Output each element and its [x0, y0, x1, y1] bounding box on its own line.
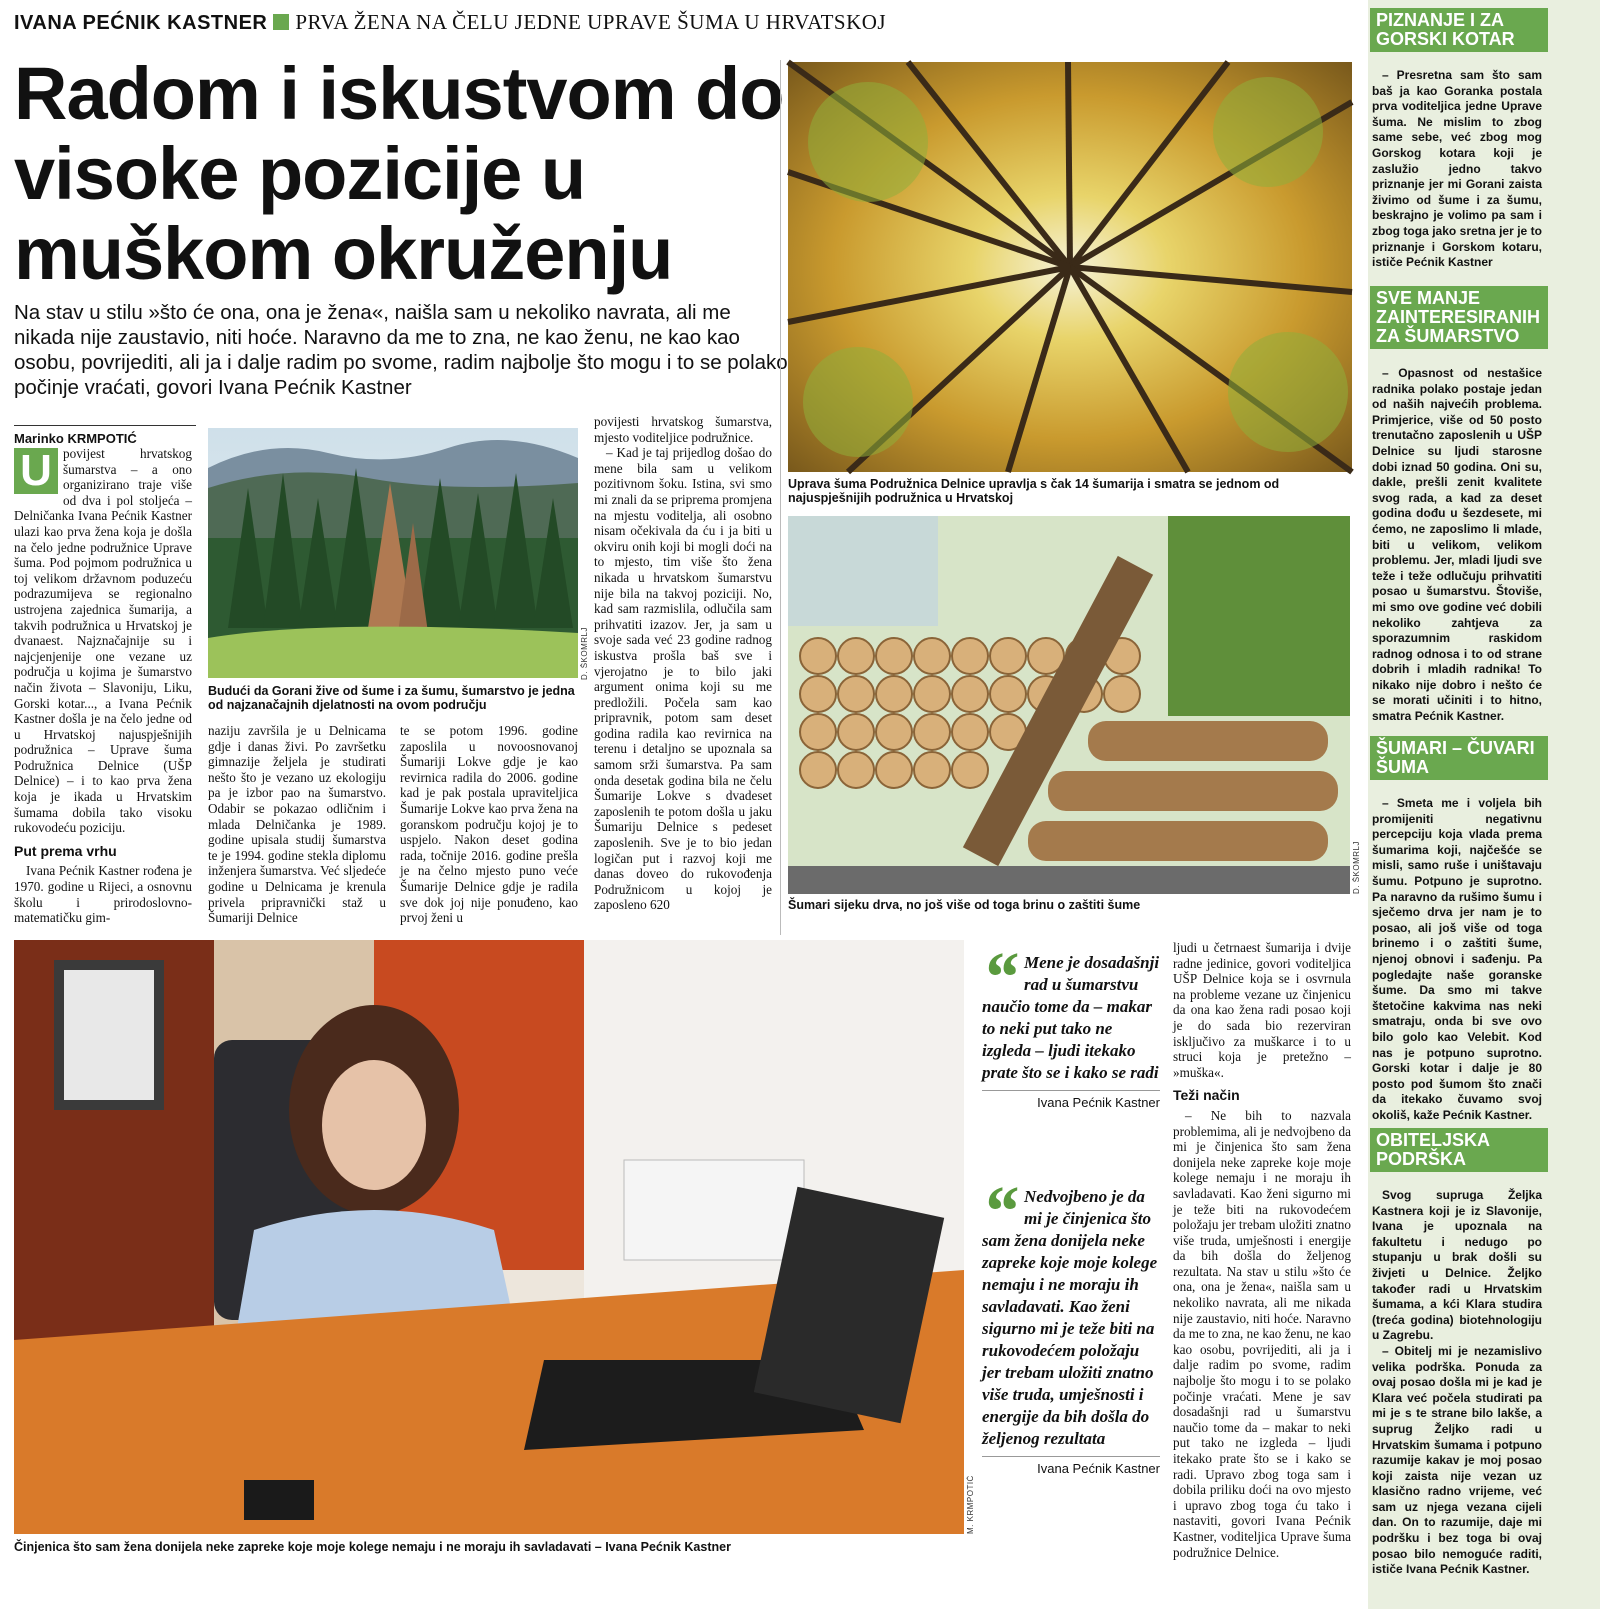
- drop-cap: U: [14, 448, 58, 494]
- mountain-photo-credit: D. ŠKOMRLJ: [580, 626, 589, 680]
- column-1-text: povijest hrvatskog šumarstva – a ono organizirano traje više od dva i pol stoljeća – Delničanka Ivana Pećnik Kastner ulazi kao prva žena koja je došla na čelo jedne podružnice Uprave šuma. Pod pojmom podružnica u toj velikom državnom poduzeću podrazumijeva se regionalno ustrojena zajednica šumarija, a takvih podružnica u Hrvatskoj je dvanaest. Najznačajnije su i najcjenjenije one vezane uz područja u kojima je šumarstvo način života – Slavoniju, Liku, Gorski kotar..., a Ivana Pećnik Kastner došla je na čelo jedne od u Hrvatskoj najuspješnijih podružnica – Uprave šuma Podružnica Delnice (UŠP Delnice) – i to kao prva žena koja je ikada u Hrvatskim šumama dobila tako visoku rukovodeću poziciju.: [14, 446, 192, 836]
- sidebar-box-1-title: PIZNANJE I ZA GORSKI KOTAR: [1370, 8, 1548, 52]
- sidebar-box-3-title: ŠUMARI – ČUVARI ŠUMA: [1370, 736, 1548, 780]
- timber-logs-illustration: [788, 516, 1350, 894]
- forest-canopy-illustration: [788, 62, 1352, 472]
- mountain-forest-illustration: [208, 428, 578, 678]
- lead-paragraph: Na stav u stilu »što će ona, ona je žena«, naišla sam u nekoliko navrata, ali me nikada nije zaustavio, niti hoće. Naravno da me to zna, ne kao ženu, ne kao kao osobu, povrijediti, ali ja i dalje radim po svome, radim najbolje što mogu i to se polako počinje vraćati, govori Ivana Pećnik Kastner: [14, 301, 788, 399]
- office-photo-credit: M. KRMPOTIĆ: [966, 1475, 975, 1534]
- pull-quote-2: [982, 1171, 1160, 1476]
- column-4-text-2: – Kad je taj prijedlog došao do mene bila sam u velikom pozitivnom šoku. Istina, svi smo mi znali da se priprema promjena na mjestu voditelja, ali osobno nisam očekivala da ću i ja biti u okviru onih koji bi mogli doći na to mjesto, tim više što žena nikada u hrvatskom šumarstvu nije bila na takvoj poziciji. No, kad sam razmislila, odlučila sam prihvatiti izazov. Jer, ja sam u svoje sada već 23 godine radnog iskustva prošla baš sve i vjerojatno je to bilo jaki argument onima koji su me predložili. Počela sam kao pripravnik, potom sam deset godina radila kao revirnica na terenu i detaljno se upoznala sa samom srži šumarstva. Pa sam onda desetak godina bila ne čelu Šumarije Lokve s dvadeset zaposlenih te potom došla u jaku Šumariju Delnice s pedeset zaposlenih. Sve je to bio jedan logičan put i razvoj koji me danas doveo do rukovođenja Podružnicom u kojoj je zaposleno 620: [594, 445, 772, 913]
- sidebar-box-4-body: [1372, 1188, 1542, 1603]
- pull-quote-2-text: Nedvojbeno je da mi je činjenica što sam žena donijela neke zapreke koje moje kolege nemaju i ne moraju ih savladavati. Kao ženi sigurno mi je teže biti na rukovodećem položaju jer trebam uložiti znatno više truda, umješnosti i energije da bih došla do željenog rezultata: [982, 1187, 1158, 1448]
- column-1-text-2: Ivana Pećnik Kastner rođena je 1970. godine u Rijeci, a osnovnu školu i prirodoslovno-matematičku gim-: [14, 863, 192, 926]
- sidebar-box-1-text: – Presretna sam što sam baš ja kao Goranka postala prva voditeljica jedne Uprave šuma. Ne mislim to zbog same sebe, već zbog mog Gorskog kotara koji je zaslužio jedno takvo priznanje jer mi Gorani zaista živimo od šume i za šumu, beskrajno je volimo pa sam i zbog toga jako sretna jer je to priznanje i Gorskom kotaru, ističe Pećnik Kastner: [1372, 68, 1542, 270]
- article-column-3-bottom: [400, 723, 578, 933]
- kicker-subtitle: PRVA ŽENA NA ČELU JEDNE UPRAVE ŠUMA U HRVATSKOJ: [295, 10, 887, 34]
- subhead-tezi-nacin: Teži način: [1173, 1087, 1240, 1104]
- article-column-4: [594, 414, 772, 934]
- mountain-forest-photo: [208, 428, 578, 678]
- pull-quote-2-author: Ivana Pećnik Kastner: [982, 1456, 1160, 1476]
- column-4-text: povijesti hrvatskog šumarstva, mjesto voditeljice podružnice.: [594, 414, 772, 445]
- timber-logs-photo: [788, 516, 1350, 894]
- office-portrait-illustration: [14, 940, 964, 1534]
- forest-canopy-photo: [788, 62, 1352, 472]
- sidebar-box-4-text: Svog supruga Željka Kastnera koji je iz Slavonije, Ivana je upoznala na fakultetu i nedugo po stupanju u brak došli su živjeti u Delnice. Željko također radi u Hrvatskim šumama, a kći Klara studira (treća godina) biotehnologiju u Zagrebu.: [1372, 1188, 1542, 1343]
- office-photo-caption: Činjenica što sam žena donijela neke zapreke koje moje kolege nemaju i ne moraju ih savladavati – Ivana Pećnik Kastner: [14, 1540, 731, 1554]
- sidebar-box-2-text: – Opasnost od nestašice radnika polako postaje jedan od naših najvećih problema. Primjerice, više od 50 posto trenutačno zaposlenih u UŠP Delnice su ljudi starosne dobi iznad 50 godina. Oni su, dakle, prešli zenit kvalitete svog rada, a kad za deset godina dođu u šezdesete, mi ćemo, ne zaposlimo li mlade, biti u velikom, velikom problemu. Jer, mladi ljudi sve teže i teže odlučuju prihvatiti posao u šumarstvu. Štoviše, mi smo ove godine već dobili nekoliko zahtjeva za sporazumnim raskidom radnog odnosa i to od strane dobrih i mladih radnika! To nikako nije dobro i nešto će se morati učiniti i to hitno, smatra Pećnik Kastner.: [1372, 366, 1542, 724]
- column-5-text-2: – Ne bih to nazvala problemima, ali je nedvojbeno da mi je činjenica što sam žena donijela neke zapreke koje moje kolege nemaju i ne moraju ih savladavati. Kao ženi sigurno mi je teže biti na rukovodećem položaju jer trebam uložiti znatno više truda, umješnosti i energije da bih došla do željenog rezultata. Na stav u stilu »što će ona, ona je žena«, naišla sam u nekoliko navrata, ali me nikada nije zaustavio, niti hoće. Naravno da me to zna, ne kao ženu, ne kao kao osobu, povrijediti, ali ja i dalje radim po svome, radim najbolje što mogu i to se polako počinje vraćati. Mene je sav dosadašnji rad u šumarstvu naučio tome da – makar to neki put tako ne izgleda – ljudi itekako prate što se i kako se radi. Upravo zbog toga sam i dobila priliku doći na ovo mjesto i upravo zbog toga ću tako i nastaviti, govori Ivana Pećnik Kastner, voditeljica Uprave šuma podružnice Delnice.: [1173, 1107, 1351, 1560]
- pull-quote-1: [982, 937, 1160, 1110]
- canopy-photo-caption: Uprava šuma Podružnica Delnice upravlja s čak 14 šumarija i smatra se jednom od najuspješnijih podružnica u Hrvatskoj: [788, 477, 1280, 505]
- mountain-photo-caption: Budući da Gorani žive od šume i za šumu, šumarstvo je jedna od najzanačajnih djelatnosti na ovom području: [208, 684, 575, 712]
- subhead-put-prema-vrhu: Put prema vrhu: [14, 842, 117, 859]
- column-2-text: naziju završila je u Delnicama gdje i danas živi. Po završetku gimnazije željela je studirati nešto što je vezano uz ekologiju pa je izbor pao na šumarstvo. Odabir se pokazao odličnim i mlada Delničanka je 1989. godine upisala studij šumarstva te je 1994. godine stekla diplomu inženjera šumarstva. Već sljedeće godine u Delnicama je krenula privela pripravnički staž u Šumariji Delnice: [208, 723, 386, 926]
- pull-quote-1-text: Mene je dosadašnji rad u šumarstvu naučio tome da – makar to neki put tako ne izgleda – ljudi itekako prate što se i kako se radi: [982, 953, 1160, 1082]
- article-column-2: [208, 723, 386, 933]
- sidebar-box-3-text: – Smeta me i voljela bih promijeniti negativnu percepciju koja vlada prema šumarima koji, najčešće se misli, samo ruše i uništavaju šumu. Potpuno je suprotno. Pa naravno da rušimo šumu i sječemo drva jer nam je to posao, ali još više od toga brinemo i o zaštiti šume, njenoj obnovi i sađenju. Pa pogledajte naše goranske šume. Da smo mi takve štetočine kakvima nas neki smatraju, onda bi sve ovo bilo golo kao Velebit. Kod nas je potpuno suprotno. Gorski kotar i dalje je 80 posto pod šumom što znači da itekako čuvamo svoj okoliš, kaže Pećnik Kastner.: [1372, 796, 1542, 1122]
- sidebar-box-4-text-2: – Obitelj mi je nezamislivo velika podrška. Ponuda za ovaj posao došla mi je kad je Klara već počela studirati pa mi je s te strane bilo lakše, a suprug Željko radi u Hrvatskim šumama i potpuno razumije kakav je moj posao koji zaista nije vezan uz klasično radno vrijeme, već sam uz njega vezana cijeli dan. On to razumije, daje mi podršku i bez toga bi ovaj posao bilo nemoguće raditi, ističe Ivana Pećnik Kastner.: [1372, 1343, 1542, 1577]
- quote-mark-icon: “: [982, 937, 1018, 1017]
- article-column-1: [14, 446, 192, 936]
- office-portrait-photo: [14, 940, 964, 1534]
- kicker: [14, 10, 1014, 40]
- sidebar-box-2-title: SVE MANJE ZAINTERESIRANIH ZA ŠUMARSTVO: [1370, 286, 1548, 349]
- logs-photo-credit: D. ŠKOMRLJ: [1352, 840, 1361, 894]
- column-5-text: ljudi u četrnaest šumarija i dvije radne jedinice, govori voditeljica UŠP Delnice koja se i osvrnula na probleme vezane uz činjenicu da ona kao žena radi posao koji je do sada bio rezerviran isključivo za muškarce i to u struci koja je pretežno – »muška«.: [1173, 940, 1351, 1080]
- pull-quote-1-author: Ivana Pećnik Kastner: [982, 1090, 1160, 1110]
- kicker-name: IVANA PEĆNIK KASTNER: [14, 12, 268, 34]
- byline-rule: [14, 425, 196, 426]
- column-3-bottom-text: te se potom 1996. godine zaposlila u novoosnovanoj Šumariji Lokve gdje je kao revirnica radila do 2006. godine kad je pak postala upraviteljica Šumarije Lokve kao prva žena na goranskom području kojoj je to uspjelo. Nakon deset godina rada, točnije 2016. godine prešla je na čelno mjesto puno veće Šumarije Delnice gdje je radila sve dok joj nije ponuđeno, kao prvoj ženi u: [400, 723, 578, 926]
- sidebar-box-4-title: OBITELJSKA PODRŠKA: [1370, 1128, 1548, 1172]
- logs-photo-caption: Šumari sijeku drva, no još više od toga brinu o zaštiti šume: [788, 898, 1141, 912]
- column-divider: [780, 60, 781, 935]
- headline: Radom i iskustvom do visoke pozicije u muškom okruženju: [14, 52, 784, 295]
- kicker-square-icon: [273, 14, 289, 30]
- byline: Marinko KRMPOTIĆ: [14, 431, 137, 446]
- article-column-5: [1173, 940, 1351, 1585]
- quote-mark-icon: “: [982, 1171, 1018, 1251]
